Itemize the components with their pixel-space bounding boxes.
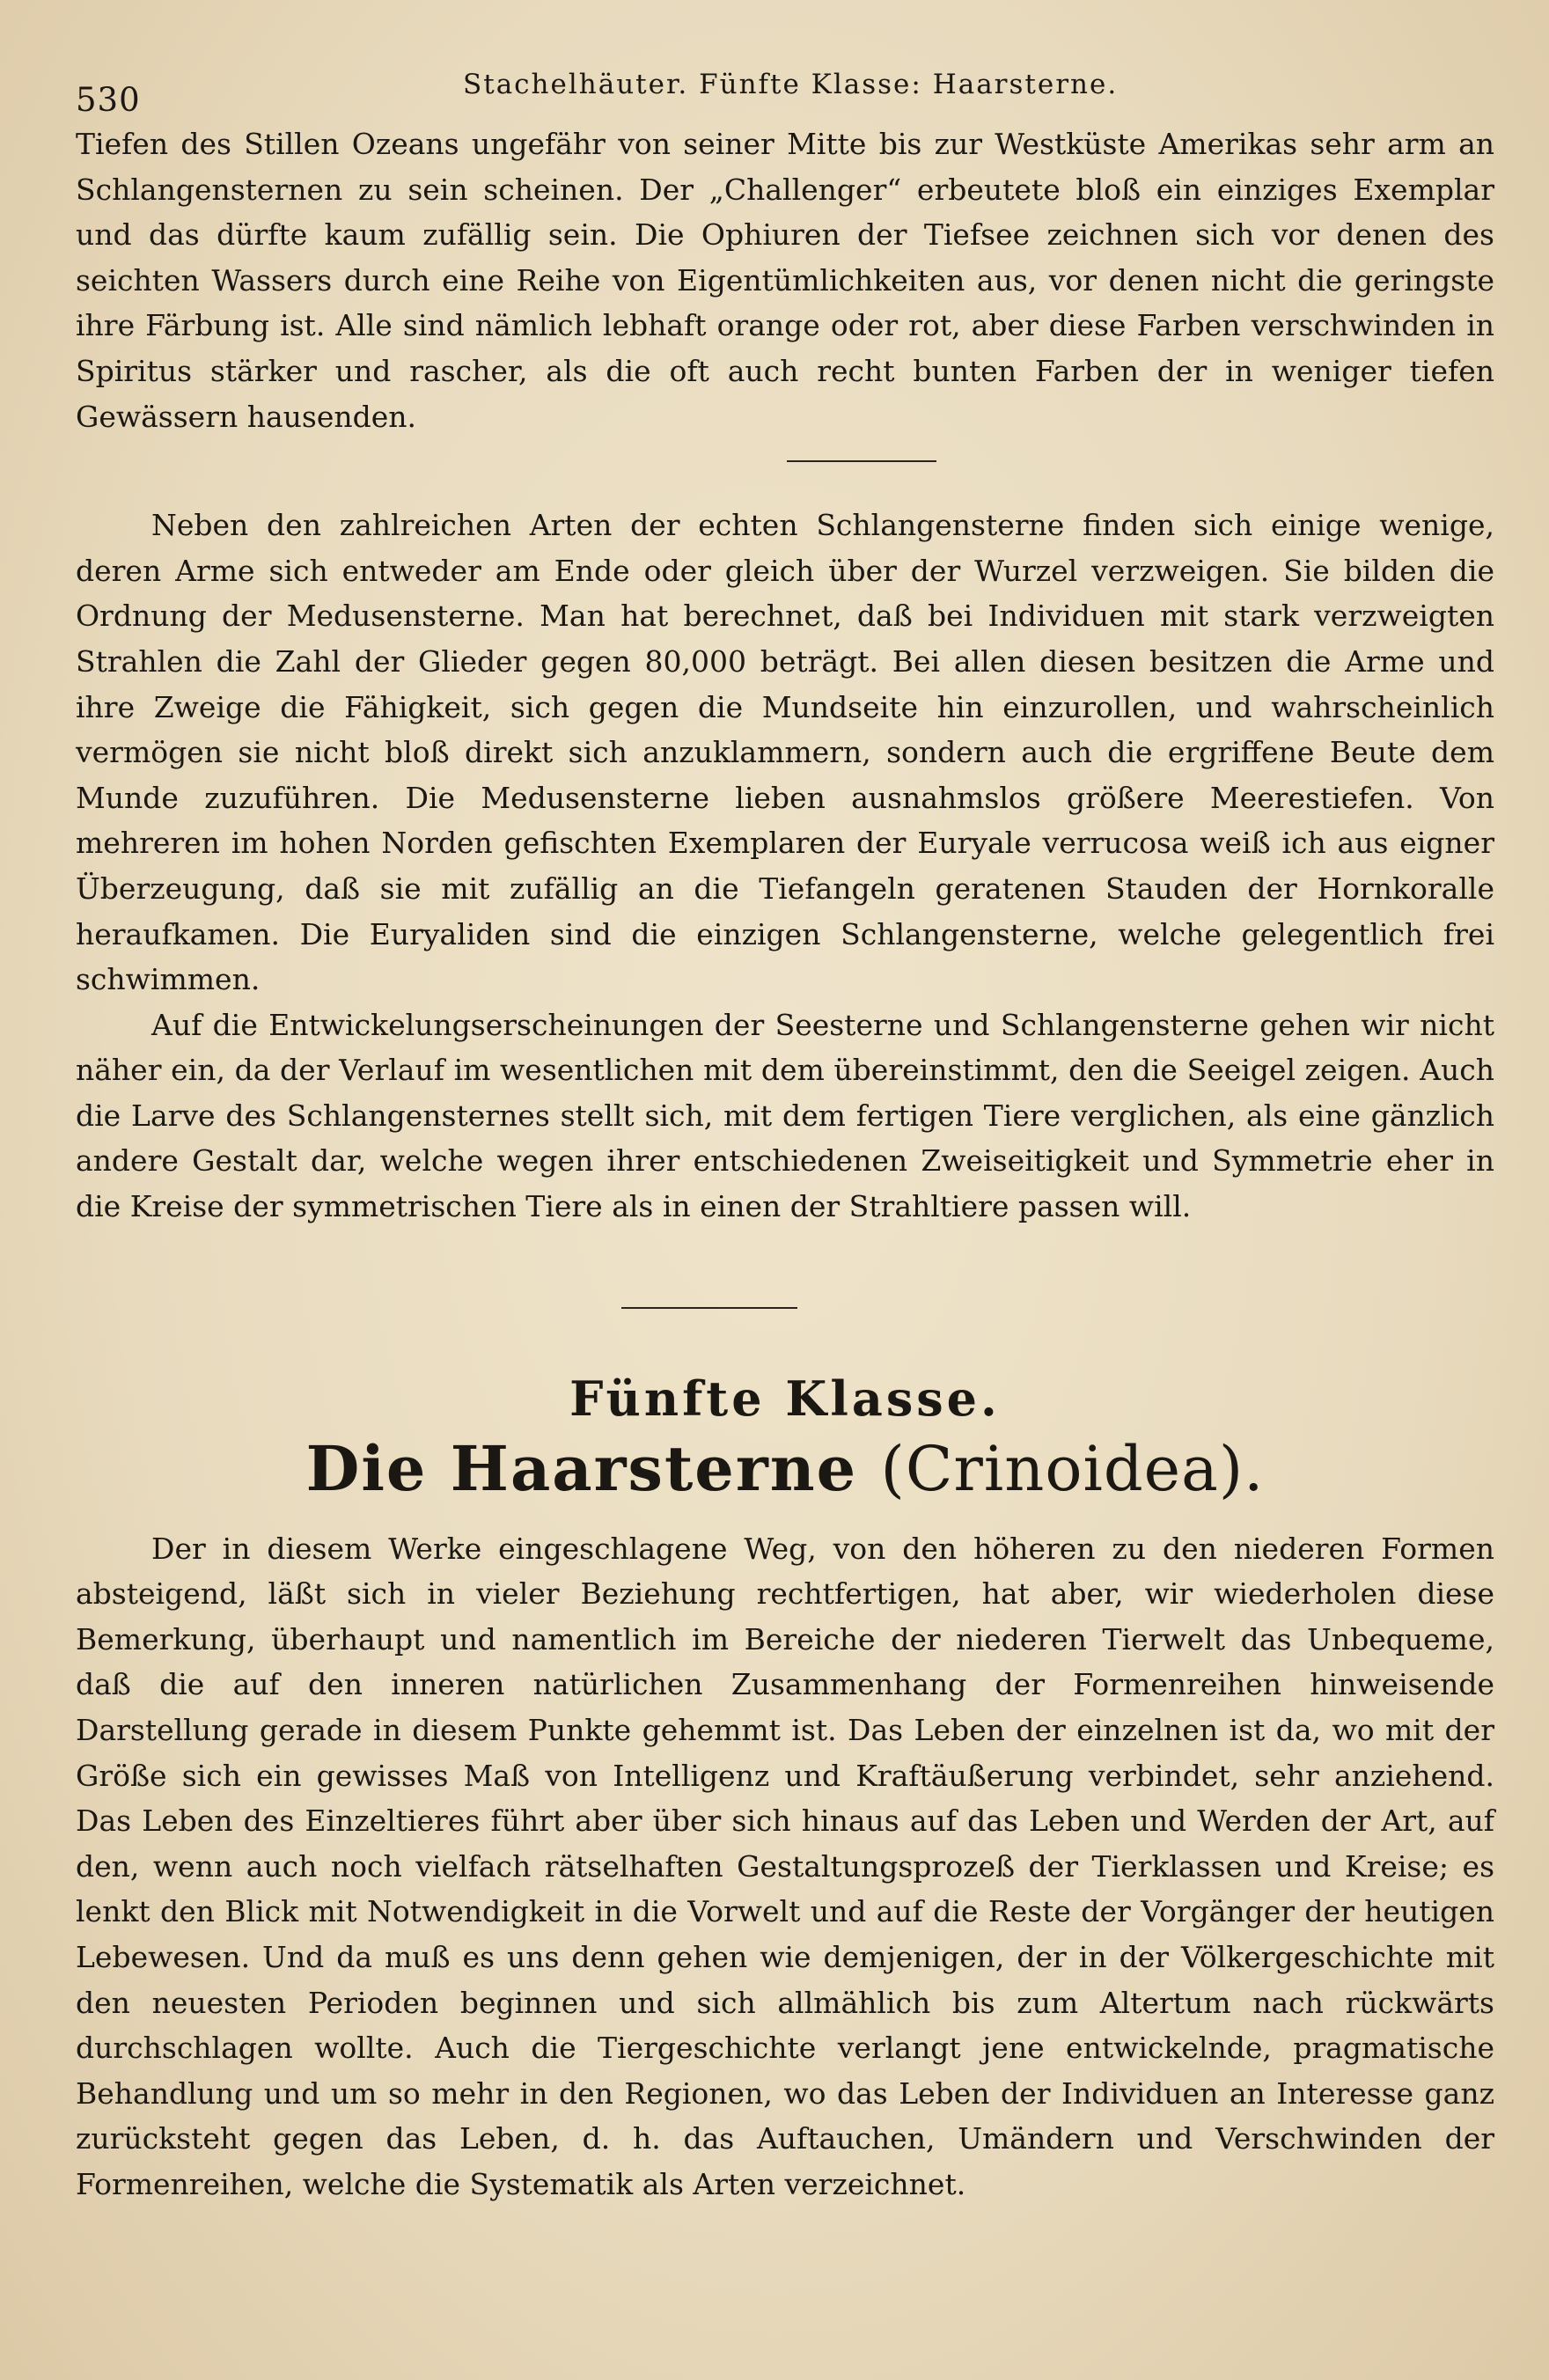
paragraph-continued: Tiefen des Stillen Ozeans ungefähr von seiner Mitte bis zur Westküste Amerikas sehr arm an Schlangensternen zu sein scheinen. Der „Challenger“ erbeutete bloß ein einziges Exemplar und das dürfte kaum zufällig sein. Die Ophiuren der Tiefsee zeichnen sich vor denen des seichten Wassers durch eine Reihe von Eigentümlichkeiten aus, vor denen nicht die geringste ihre Färbung ist. Alle sind nämlich lebhaft orange oder rot, aber diese Farben verschwinden in Spiritus stärker und rascher, als die oft auch recht bunten Farben der in weniger tiefen Gewässern hausenden. <box>76 127 1494 434</box>
running-head-title: Stachelhäuter. Fünfte Klasse: Haarsterne. <box>463 69 1119 100</box>
chapter-divider <box>621 1307 797 1309</box>
section-divider-short <box>787 460 936 462</box>
paragraph-medusensterne: Neben den zahlreichen Arten der echten Schlangensterne finden sich einige wenige, deren Arme sich entweder am Ende oder gleich über der Wurzel verzweigen. Sie bilden die Ordnung der Medusensterne. Man hat berechnet, daß bei Individuen mit stark verzweigten Strahlen die Zahl der Glieder gegen 80,000 beträgt. Bei allen diesen besitzen die Arme und ihre Zweige die Fähigkeit, sich gegen die Mundseite hin einzurollen, und wahrscheinlich vermögen sie nicht bloß direkt sich anzuklammern, sondern auch die ergriffene Beute dem Munde zuzuführen. Die Medusensterne lieben ausnahmslos größere Meerestiefen. Von mehreren im hohen Norden gefischten Exemplaren der Euryale verrucosa weiß ich aus eigner Überzeugung, daß sie mit zufällig an die Tiefangeln geratenen Stauden der Hornkoralle heraufkamen. Die Euryaliden sind die einzigen Schlangensterne, welche gelegentlich frei schwimmen. <box>76 508 1494 997</box>
paragraph-haarsterne-intro: Der in diesem Werke eingeschlagene Weg, von den höheren zu den niederen Formen absteigend, läßt sich in vieler Beziehung rechtfertigen, hat aber, wir wiederholen diese Bemerkung, überhaupt und namentlich im Bereiche der niederen Tierwelt das Unbequeme, daß die auf den inneren natürlichen Zusammenhang der Formenreihen hinweisende Darstellung gerade in diesem Punkte gehemmt ist. Das Leben der einzelnen ist da, wo mit der Größe sich ein gewisses Maß von Intelligenz und Kraftäußerung verbindet, sehr anziehend. Das Leben des Einzeltieres führt aber über sich hinaus auf das Leben und Werden der Art, auf den, wenn auch noch vielfach rätselhaften Gestaltungsprozeß der Tierklassen und Kreise; es lenkt den Blick mit Notwendigkeit in die Vorwelt und auf die Reste der Vorgänger der heutigen Lebewesen. Und da muß es uns denn gehen wie demjenigen, der in der Völkergeschichte mit den neuesten Perioden beginnen und sich allmählich bis zum Altertum nach rückwärts durchschlagen wollte. Auch die Tiergeschichte verlangt jene entwickelnde, pragmatische Behandlung und um so mehr in den Regionen, wo das Leben der Individuen an Interesse ganz zurücksteht gegen das Leben, d. h. das Auftauchen, Umändern und Verschwinden der Formenreihen, welche die Systematik als Arten verzeichnet. <box>76 1531 1494 2201</box>
paragraph-entwickelung: Auf die Entwickelungserscheinungen der Seesterne und Schlangensterne gehen wir nicht näher ein, da der Verlauf im wesentlichen mit dem übereinstimmt, den die Seeigel zeigen. Auch die Larve des Schlangensternes stellt sich, mit dem fertigen Tiere verglichen, als eine gänzlich andere Gestalt dar, welche wegen ihrer entschiedenen Zweiseitigkeit und Symmetrie eher in die Kreise der symmetrischen Tiere als in einen der Strahltiere passen will. <box>76 1007 1494 1224</box>
running-head <box>76 56 1494 121</box>
class-heading: Fünfte Klasse. <box>569 1370 1001 1427</box>
chapter-title-german: Die Haarsterne <box>305 1431 858 1505</box>
page-number: 530 <box>76 81 141 119</box>
chapter-title-latin: (Crinoidea). <box>880 1432 1265 1505</box>
book-page <box>76 56 1494 2207</box>
chapter-title <box>76 1432 1494 1505</box>
spacer <box>76 1505 1494 1526</box>
